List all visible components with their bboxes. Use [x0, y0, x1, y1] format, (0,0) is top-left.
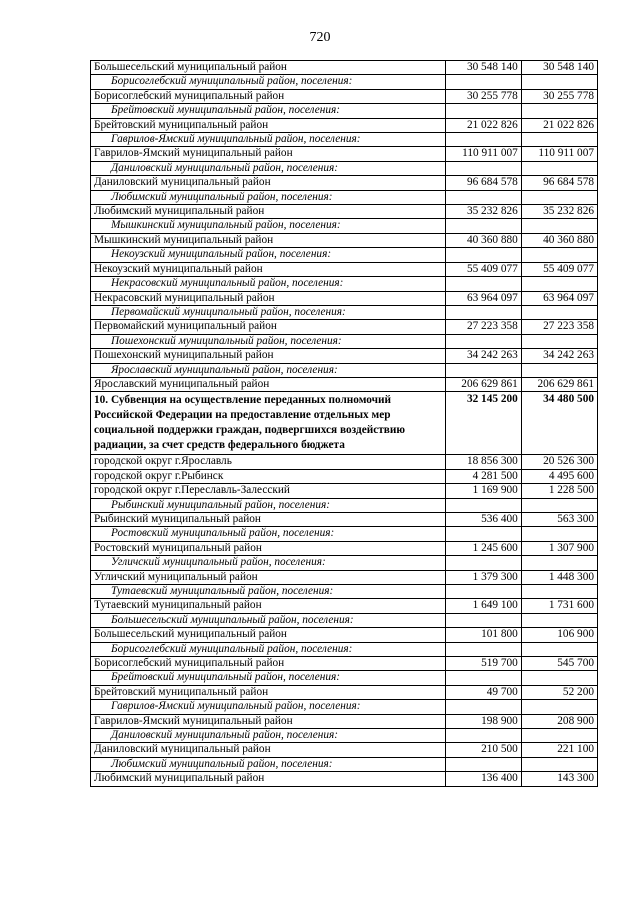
- table-row: [91, 233, 598, 247]
- value-year-2: 20 526 300: [521, 455, 597, 469]
- row-name: Большесельский муниципальный район, поселения:: [91, 613, 446, 627]
- table-row: [91, 61, 598, 75]
- table-row: [91, 685, 598, 699]
- value-year-2: [521, 219, 597, 233]
- value-year-1: 1 245 600: [445, 541, 521, 555]
- value-year-2: [521, 161, 597, 175]
- row-name: Любимский муниципальный район: [91, 205, 446, 219]
- value-year-1: [445, 585, 521, 599]
- table-row: [91, 469, 598, 483]
- row-name: Пошехонский муниципальный район, поселения:: [91, 334, 446, 348]
- table-row: [91, 570, 598, 584]
- value-year-1: [445, 305, 521, 319]
- row-name: Гаврилов-Ямский муниципальный район: [91, 147, 446, 161]
- subheader-row: [91, 700, 598, 714]
- subheader-row: [91, 305, 598, 319]
- subheader-row: [91, 277, 598, 291]
- value-year-1: [445, 334, 521, 348]
- value-year-2: [521, 277, 597, 291]
- value-year-2: [521, 700, 597, 714]
- value-year-2: [521, 334, 597, 348]
- value-year-2: [521, 642, 597, 656]
- row-name: Некоузский муниципальный район: [91, 262, 446, 276]
- value-year-2: 1 731 600: [521, 599, 597, 613]
- value-year-1: 18 856 300: [445, 455, 521, 469]
- subheader-row: [91, 104, 598, 118]
- value-year-1: [445, 729, 521, 743]
- subheader-row: [91, 527, 598, 541]
- table-row: [91, 147, 598, 161]
- row-name: Первомайский муниципальный район: [91, 320, 446, 334]
- value-year-1: [445, 527, 521, 541]
- subheader-row: [91, 363, 598, 377]
- value-year-2: 96 684 578: [521, 176, 597, 190]
- value-year-1: 1 169 900: [445, 484, 521, 498]
- subheader-row: [91, 161, 598, 175]
- value-year-1: 34 242 263: [445, 349, 521, 363]
- value-year-2: 206 629 861: [521, 377, 597, 391]
- value-year-2: [521, 757, 597, 771]
- table-row: [91, 599, 598, 613]
- value-year-2: 110 911 007: [521, 147, 597, 161]
- subheader-row: [91, 613, 598, 627]
- table-row: [91, 772, 598, 786]
- row-name: Борисоглебский муниципальный район: [91, 89, 446, 103]
- row-name: Некрасовский муниципальный район: [91, 291, 446, 305]
- row-name: городской округ г.Переславль-Залесский: [91, 484, 446, 498]
- table-row: [91, 628, 598, 642]
- subheader-row: [91, 498, 598, 512]
- value-year-1: [445, 75, 521, 89]
- table-row: [91, 89, 598, 103]
- table-row: [91, 657, 598, 671]
- value-year-1: [445, 700, 521, 714]
- value-year-2: 27 223 358: [521, 320, 597, 334]
- row-name: Пошехонский муниципальный район: [91, 349, 446, 363]
- value-year-2: 21 022 826: [521, 118, 597, 132]
- row-name: Ярославский муниципальный район, поселения:: [91, 363, 446, 377]
- budget-table: [90, 60, 598, 787]
- row-name: Любимский муниципальный район, поселения:: [91, 190, 446, 204]
- row-name: Брейтовский муниципальный район, поселения:: [91, 671, 446, 685]
- subheader-row: [91, 585, 598, 599]
- table-row: [91, 320, 598, 334]
- row-name: Некоузский муниципальный район, поселения:: [91, 248, 446, 262]
- table-row: [91, 714, 598, 728]
- row-name: Мышкинский муниципальный район, поселения:: [91, 219, 446, 233]
- value-year-1: 136 400: [445, 772, 521, 786]
- value-year-1: [445, 190, 521, 204]
- table-row: [91, 349, 598, 363]
- value-year-1: 206 629 861: [445, 377, 521, 391]
- value-year-1: 536 400: [445, 512, 521, 526]
- row-name: Ростовский муниципальный район, поселения:: [91, 527, 446, 541]
- subheader-row: [91, 190, 598, 204]
- value-year-2: [521, 248, 597, 262]
- row-name: Брейтовский муниципальный район: [91, 685, 446, 699]
- row-name: Даниловский муниципальный район, поселения:: [91, 161, 446, 175]
- value-year-1: [445, 757, 521, 771]
- value-year-1: 49 700: [445, 685, 521, 699]
- section-header-row: [91, 392, 598, 455]
- subheader-row: [91, 133, 598, 147]
- value-year-2: [521, 556, 597, 570]
- value-year-2: [521, 729, 597, 743]
- row-name: Гаврилов-Ямский муниципальный район, поселения:: [91, 700, 446, 714]
- value-year-2: 106 900: [521, 628, 597, 642]
- value-year-2: 143 300: [521, 772, 597, 786]
- value-year-2: [521, 75, 597, 89]
- row-name: 10. Субвенция на осуществление переданных полномочий Российской Федерации на предоставление отдельных мер социальной поддержки граждан, подвергшихся воздействию радиации, за счет средств федерального бюджета: [91, 392, 446, 455]
- value-year-1: 101 800: [445, 628, 521, 642]
- value-year-2: [521, 527, 597, 541]
- table-row: [91, 291, 598, 305]
- row-name: Гаврилов-Ямский муниципальный район, поселения:: [91, 133, 446, 147]
- page-number: 720: [309, 30, 331, 45]
- value-year-1: 27 223 358: [445, 320, 521, 334]
- row-name: Первомайский муниципальный район, поселения:: [91, 305, 446, 319]
- value-year-2: 221 100: [521, 743, 597, 757]
- value-year-2: 1 228 500: [521, 484, 597, 498]
- subheader-row: [91, 248, 598, 262]
- value-year-1: 198 900: [445, 714, 521, 728]
- row-name: Борисоглебский муниципальный район, поселения:: [91, 642, 446, 656]
- value-year-1: 30 548 140: [445, 61, 521, 75]
- value-year-2: 1 307 900: [521, 541, 597, 555]
- value-year-1: 32 145 200: [445, 392, 521, 455]
- value-year-2: 30 255 778: [521, 89, 597, 103]
- table-row: [91, 541, 598, 555]
- row-name: Ростовский муниципальный район: [91, 541, 446, 555]
- value-year-1: [445, 219, 521, 233]
- subheader-row: [91, 757, 598, 771]
- value-year-2: 208 900: [521, 714, 597, 728]
- subheader-row: [91, 729, 598, 743]
- subheader-row: [91, 219, 598, 233]
- value-year-1: [445, 248, 521, 262]
- row-name: Большесельский муниципальный район: [91, 628, 446, 642]
- value-year-2: 35 232 826: [521, 205, 597, 219]
- value-year-1: [445, 498, 521, 512]
- subheader-row: [91, 556, 598, 570]
- value-year-2: 34 242 263: [521, 349, 597, 363]
- row-name: Угличский муниципальный район: [91, 570, 446, 584]
- table-body: [91, 61, 598, 787]
- row-name: Некрасовский муниципальный район, поселения:: [91, 277, 446, 291]
- table-row: [91, 484, 598, 498]
- row-name: Большесельский муниципальный район: [91, 61, 446, 75]
- row-name: Мышкинский муниципальный район: [91, 233, 446, 247]
- row-name: Рыбинский муниципальный район: [91, 512, 446, 526]
- value-year-2: [521, 613, 597, 627]
- table-row: [91, 377, 598, 391]
- value-year-2: 34 480 500: [521, 392, 597, 455]
- value-year-2: [521, 363, 597, 377]
- subheader-row: [91, 75, 598, 89]
- row-name: Брейтовский муниципальный район, поселения:: [91, 104, 446, 118]
- row-name: Брейтовский муниципальный район: [91, 118, 446, 132]
- value-year-2: 63 964 097: [521, 291, 597, 305]
- table-row: [91, 743, 598, 757]
- row-name: Гаврилов-Ямский муниципальный район: [91, 714, 446, 728]
- value-year-1: 30 255 778: [445, 89, 521, 103]
- value-year-2: 30 548 140: [521, 61, 597, 75]
- value-year-2: 52 200: [521, 685, 597, 699]
- value-year-1: [445, 104, 521, 118]
- value-year-2: [521, 190, 597, 204]
- table-row: [91, 176, 598, 190]
- subheader-row: [91, 671, 598, 685]
- value-year-2: 563 300: [521, 512, 597, 526]
- value-year-2: 55 409 077: [521, 262, 597, 276]
- row-name: городской округ г.Рыбинск: [91, 469, 446, 483]
- value-year-2: [521, 671, 597, 685]
- row-name: Ярославский муниципальный район: [91, 377, 446, 391]
- table-row: [91, 118, 598, 132]
- row-name: Даниловский муниципальный район, поселения:: [91, 729, 446, 743]
- row-name: Борисоглебский муниципальный район: [91, 657, 446, 671]
- row-name: Угличский муниципальный район, поселения:: [91, 556, 446, 570]
- value-year-1: 1 379 300: [445, 570, 521, 584]
- row-name: Тутаевский муниципальный район: [91, 599, 446, 613]
- value-year-1: 96 684 578: [445, 176, 521, 190]
- subheader-row: [91, 642, 598, 656]
- value-year-1: 110 911 007: [445, 147, 521, 161]
- value-year-1: 63 964 097: [445, 291, 521, 305]
- table-row: [91, 512, 598, 526]
- table-row: [91, 205, 598, 219]
- row-name: Тутаевский муниципальный район, поселения:: [91, 585, 446, 599]
- row-name: городской округ г.Ярославль: [91, 455, 446, 469]
- value-year-1: 519 700: [445, 657, 521, 671]
- value-year-1: [445, 556, 521, 570]
- value-year-2: [521, 104, 597, 118]
- row-name: Даниловский муниципальный район: [91, 176, 446, 190]
- row-name: Рыбинский муниципальный район, поселения:: [91, 498, 446, 512]
- value-year-1: [445, 613, 521, 627]
- value-year-1: [445, 277, 521, 291]
- value-year-1: 21 022 826: [445, 118, 521, 132]
- value-year-2: 1 448 300: [521, 570, 597, 584]
- table-row: [91, 262, 598, 276]
- value-year-1: [445, 133, 521, 147]
- value-year-1: [445, 671, 521, 685]
- value-year-1: [445, 363, 521, 377]
- value-year-2: [521, 305, 597, 319]
- value-year-1: 210 500: [445, 743, 521, 757]
- table-row: [91, 455, 598, 469]
- value-year-1: 40 360 880: [445, 233, 521, 247]
- value-year-1: [445, 161, 521, 175]
- value-year-1: 55 409 077: [445, 262, 521, 276]
- row-name: Любимский муниципальный район: [91, 772, 446, 786]
- value-year-2: [521, 585, 597, 599]
- value-year-2: [521, 498, 597, 512]
- value-year-1: 35 232 826: [445, 205, 521, 219]
- value-year-2: 4 495 600: [521, 469, 597, 483]
- value-year-1: 4 281 500: [445, 469, 521, 483]
- value-year-1: [445, 642, 521, 656]
- value-year-2: 545 700: [521, 657, 597, 671]
- row-name: Любимский муниципальный район, поселения:: [91, 757, 446, 771]
- value-year-1: 1 649 100: [445, 599, 521, 613]
- row-name: Борисоглебский муниципальный район, поселения:: [91, 75, 446, 89]
- value-year-2: [521, 133, 597, 147]
- value-year-2: 40 360 880: [521, 233, 597, 247]
- row-name: Даниловский муниципальный район: [91, 743, 446, 757]
- subheader-row: [91, 334, 598, 348]
